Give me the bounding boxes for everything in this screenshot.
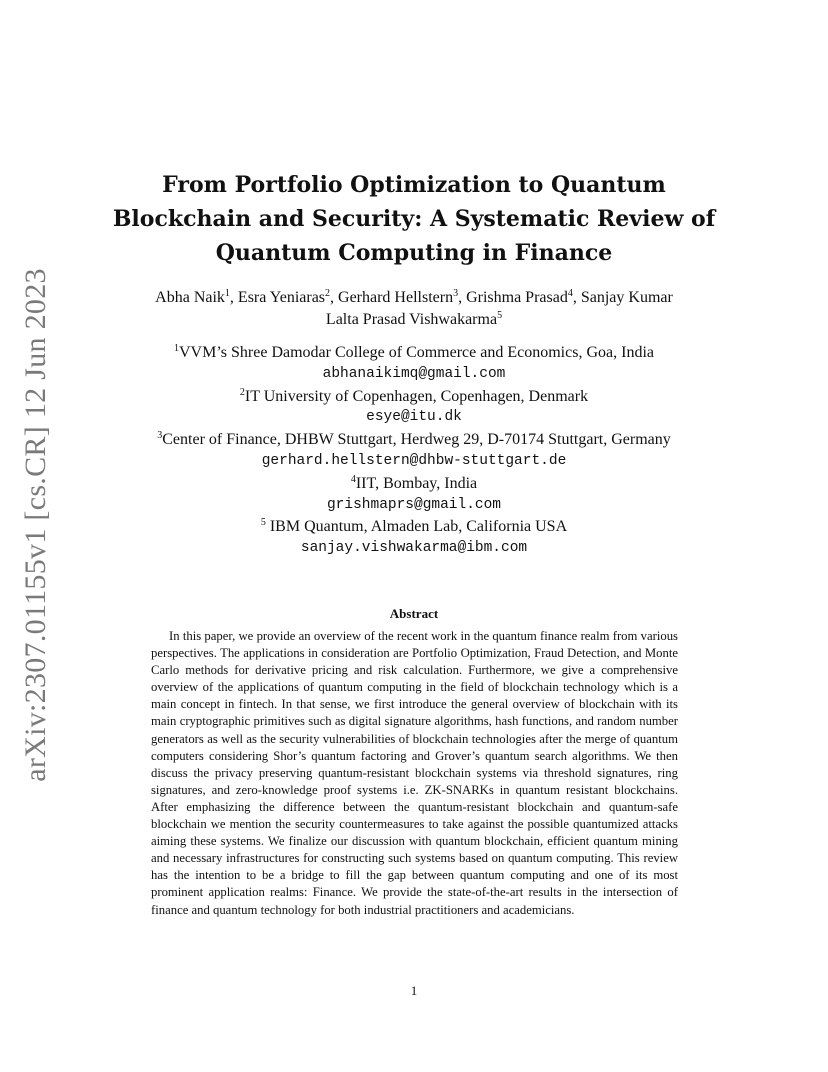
author-name: Abha Naik <box>155 289 225 306</box>
author-list <box>0 287 828 331</box>
affiliation-3 <box>0 429 828 451</box>
title-line-1: From Portfolio Optimization to Quantum <box>162 172 666 198</box>
page-number: 1 <box>410 983 418 998</box>
author-affil-mark: 1 <box>224 288 230 299</box>
affiliations <box>0 342 828 560</box>
author-line-1 <box>0 287 828 309</box>
author-name: Lalta Prasad Vishwakarma <box>325 311 498 328</box>
title-line-3: Quantum Computing in Finance <box>215 240 613 266</box>
paper-title <box>0 168 828 270</box>
affiliation-name: VVM’s Shree Damodar College of Commerce and Economics, Goa, India <box>179 344 654 361</box>
email-4[interactable]: grishmaprs@gmail.com <box>326 496 502 513</box>
affil-mark: 4 <box>350 473 356 485</box>
arxiv-identifier-stamp: arXiv:2307.01155v1 [cs.CR] 12 Jun 2023 <box>19 268 52 782</box>
affil-mark: 3 <box>157 430 163 442</box>
affil-mark: 5 <box>260 517 266 529</box>
abstract-body: In this paper, we provide an overview of the recent work in the quantum finance realm from various perspectives. The applications in consideration are Portfolio Optimization, Fraud Detection, and Monte Carlo methods for derivative pricing and risk calculation. Furthermore, we give a comprehensive overview of the applications of quantum computing in the field of blockchain technology which is a main concept in fintech. In that sense, we first introduce the general overview of blockchain with its main cryptographic primitives such as digital signature algorithms, hash functions, and random number generators as well as the security vulnerabilities of blockchain technologies after the merge of quantum computers considering Shor’s quantum factoring and Grover’s quantum search algorithms. We then discuss the privacy preserving quantum-resistant blockchain systems via threshold signatures, ring signatures, and zero-knowledge proof systems i.e. ZK-SNARKs in quantum resistant blockchains. After emphasizing the difference between the quantum-resistant blockchain and quantum-safe blockchain we mention the security countermeasures to take against the possible quantumized attacks aiming these systems. We finalize our discussion with quantum blockchain, efficient quantum mining and necessary infrastructures for constructing such systems based on quantum computing. This review has the intention to be a bridge to fill the gap between quantum computing and one of its most prominent application realms: Finance. We provide the state-of-the-art results in the intersection of finance and quantum technology for both industrial practitioners and academicians. <box>151 629 678 917</box>
affiliation-5 <box>0 516 828 538</box>
affiliation-name: IIT, Bombay, India <box>355 474 478 492</box>
author-affil-mark: 3 <box>453 288 459 299</box>
title-line-2: Blockchain and Security: A Systematic Review of <box>112 206 716 232</box>
author-affil-mark: 4 <box>567 288 573 299</box>
email-5[interactable]: sanjay.vishwakarma@ibm.com <box>300 540 528 557</box>
affiliation-2 <box>0 386 828 408</box>
author-affil-mark: 5 <box>497 310 503 321</box>
author-name: , Grishma Prasad <box>458 289 568 306</box>
author-name: , Esra Yeniaras <box>229 289 326 306</box>
author-line-2 <box>0 309 828 331</box>
abstract-heading: Abstract <box>389 606 439 621</box>
affil-mark: 1 <box>174 343 179 354</box>
author-name: , Sanjay Kumar <box>572 289 673 306</box>
affiliation-4 <box>0 473 828 495</box>
affiliation-name: IT University of Copenhagen, Copenhagen, Denmark <box>244 387 589 405</box>
affiliation-1 <box>0 342 828 364</box>
affiliation-name: IBM Quantum, Almaden Lab, California USA <box>265 518 568 536</box>
affil-mark: 2 <box>239 386 245 398</box>
email-2[interactable]: esye@itu.dk <box>366 409 462 426</box>
email-3[interactable]: gerhard.hellstern@dhbw-stuttgart.de <box>261 452 567 469</box>
affiliation-name: Center of Finance, DHBW Stuttgart, Herdweg 29, D-70174 Stuttgart, Germany <box>162 431 671 449</box>
email-1[interactable]: abhanaikimq@gmail.com <box>322 365 506 382</box>
author-name: , Gerhard Hellstern <box>330 289 454 306</box>
author-affil-mark: 2 <box>325 288 331 299</box>
